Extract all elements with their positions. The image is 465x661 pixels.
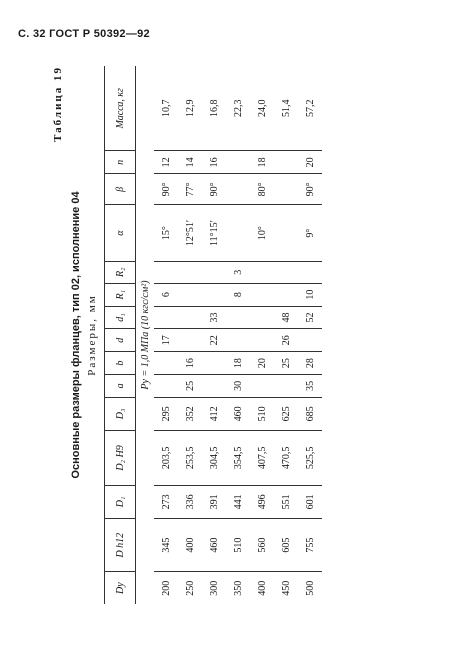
table-cell: 496 bbox=[250, 485, 274, 518]
table-cell: 11°15′ bbox=[202, 205, 226, 261]
table-frame bbox=[44, 60, 434, 610]
table-cell: 336 bbox=[178, 485, 202, 518]
table-cell: 3 bbox=[226, 261, 250, 283]
table-cell: 685 bbox=[298, 397, 322, 430]
table-cell bbox=[178, 261, 202, 283]
table-cell bbox=[178, 306, 202, 329]
table-cell bbox=[202, 374, 226, 397]
table-cell: 9° bbox=[298, 205, 322, 261]
column-header: d₁ bbox=[105, 306, 136, 329]
table-cell bbox=[298, 329, 322, 352]
table-cell: 20 bbox=[250, 352, 274, 375]
table-cell: 525,5 bbox=[298, 430, 322, 485]
table-cell bbox=[202, 352, 226, 375]
table-cell: 350 bbox=[226, 572, 250, 604]
table-cell: 400 bbox=[250, 572, 274, 604]
table-cell: 24,0 bbox=[256, 99, 268, 117]
column-header: D₃ bbox=[105, 397, 136, 430]
table-row bbox=[274, 66, 298, 604]
table-cell bbox=[274, 151, 298, 174]
table-cell: 400 bbox=[178, 518, 202, 571]
table-cell: 35 bbox=[298, 374, 322, 397]
table-cell bbox=[178, 283, 202, 306]
table-cell: 295 bbox=[154, 397, 178, 430]
table-row bbox=[178, 66, 202, 604]
page-header: С. 32 ГОСТ Р 50392—92 bbox=[18, 28, 150, 40]
table-cell bbox=[202, 261, 226, 283]
table-cell: 90° bbox=[202, 174, 226, 205]
column-header: D₂ H9 bbox=[105, 430, 136, 485]
table-cell: 203,5 bbox=[154, 430, 178, 485]
table-cell: 22,3 bbox=[232, 99, 244, 117]
table-subtitle: Размеры, мм bbox=[86, 294, 98, 376]
column-header: D h12 bbox=[105, 518, 136, 571]
table-cell bbox=[250, 283, 274, 306]
table-cell: 470,5 bbox=[274, 430, 298, 485]
table-cell: 560 bbox=[250, 518, 274, 571]
dimensions-table bbox=[104, 66, 322, 604]
table-cell: 510 bbox=[250, 397, 274, 430]
table-row bbox=[298, 66, 322, 604]
table-cell: 510 bbox=[226, 518, 250, 571]
table-cell: 601 bbox=[298, 485, 322, 518]
table-cell bbox=[274, 374, 298, 397]
table-cell bbox=[154, 352, 178, 375]
table-cell bbox=[202, 283, 226, 306]
table-cell bbox=[250, 329, 274, 352]
table-cell bbox=[298, 261, 322, 283]
column-header: Масса, кг bbox=[105, 66, 136, 151]
table-cell: 460 bbox=[202, 518, 226, 571]
table-cell: 6 bbox=[154, 283, 178, 306]
table-cell: 90° bbox=[298, 174, 322, 205]
table-cell: 304,5 bbox=[202, 430, 226, 485]
table-title: Основные размеры фланцев, тип 02, исполнение 04 bbox=[70, 191, 82, 479]
table-cell: 25 bbox=[178, 374, 202, 397]
column-header: α bbox=[105, 205, 136, 261]
column-header: R₂ bbox=[105, 261, 136, 283]
table-cell: 12,9 bbox=[184, 99, 196, 117]
table-cell bbox=[226, 306, 250, 329]
table-cell bbox=[226, 205, 250, 261]
table-header-row bbox=[105, 66, 136, 604]
table-cell: 8 bbox=[226, 283, 250, 306]
table-cell: 450 bbox=[274, 572, 298, 604]
table-cell: 15° bbox=[154, 205, 178, 261]
table-cell: 755 bbox=[298, 518, 322, 571]
table-cell: 51,4 bbox=[280, 99, 292, 117]
column-header: D₁ bbox=[105, 485, 136, 518]
table-cell bbox=[274, 261, 298, 283]
table-cell: 30 bbox=[226, 374, 250, 397]
table-row bbox=[202, 66, 226, 604]
table-cell: 10° bbox=[250, 205, 274, 261]
table-cell: 18 bbox=[226, 352, 250, 375]
table-cell bbox=[154, 261, 178, 283]
table-cell: 12 bbox=[154, 151, 178, 174]
column-header: β bbox=[105, 174, 136, 205]
table-cell bbox=[226, 151, 250, 174]
table-cell: 80° bbox=[250, 174, 274, 205]
table-cell: 25 bbox=[274, 352, 298, 375]
table-cell: 16 bbox=[178, 352, 202, 375]
table-cell bbox=[154, 306, 178, 329]
table-cell bbox=[250, 374, 274, 397]
table-row bbox=[226, 66, 250, 604]
table-cell: 352 bbox=[178, 397, 202, 430]
table-cell: 391 bbox=[202, 485, 226, 518]
table-cell: 10 bbox=[298, 283, 322, 306]
table-cell: 253,5 bbox=[178, 430, 202, 485]
table-cell: 250 bbox=[178, 572, 202, 604]
table-cell: 57,2 bbox=[304, 99, 316, 117]
table-cell: 22 bbox=[202, 329, 226, 352]
table-row bbox=[250, 66, 274, 604]
table-cell: 354,5 bbox=[226, 430, 250, 485]
table-cell: 12°51′ bbox=[178, 205, 202, 261]
table-cell: 16,8 bbox=[208, 99, 220, 117]
table-cell: 16 bbox=[202, 151, 226, 174]
column-header: d bbox=[105, 329, 136, 352]
table-cell: 300 bbox=[202, 572, 226, 604]
table-cell: 48 bbox=[274, 306, 298, 329]
table-cell: 52 bbox=[298, 306, 322, 329]
table-cell bbox=[274, 283, 298, 306]
pressure-row bbox=[136, 66, 155, 604]
table-cell bbox=[154, 374, 178, 397]
table-cell bbox=[178, 329, 202, 352]
table-cell: 14 bbox=[178, 151, 202, 174]
table-cell: 200 bbox=[154, 572, 178, 604]
table-cell: 90° bbox=[154, 174, 178, 205]
table-cell bbox=[274, 174, 298, 205]
table-cell: 407,5 bbox=[250, 430, 274, 485]
table-cell: 625 bbox=[274, 397, 298, 430]
table-cell bbox=[250, 261, 274, 283]
table-row bbox=[154, 66, 178, 604]
pressure-label: Pу = 1,0 МПа (10 кгс/см²) bbox=[139, 280, 151, 390]
table-cell: 273 bbox=[154, 485, 178, 518]
table-cell: 10,7 bbox=[160, 99, 172, 117]
table-cell bbox=[226, 329, 250, 352]
column-header: Dу bbox=[105, 572, 136, 604]
table-cell: 28 bbox=[298, 352, 322, 375]
column-header: n bbox=[105, 151, 136, 174]
column-header: b bbox=[105, 352, 136, 375]
column-header: R₁ bbox=[105, 283, 136, 306]
table-cell: 33 bbox=[202, 306, 226, 329]
table-cell: 441 bbox=[226, 485, 250, 518]
table-cell: 460 bbox=[226, 397, 250, 430]
table-cell bbox=[250, 306, 274, 329]
table-cell: 551 bbox=[274, 485, 298, 518]
table-cell: 20 bbox=[298, 151, 322, 174]
table-cell: 17 bbox=[154, 329, 178, 352]
table-cell: 26 bbox=[274, 329, 298, 352]
table-cell: 500 bbox=[298, 572, 322, 604]
table-cell: 412 bbox=[202, 397, 226, 430]
table-cell: 18 bbox=[250, 151, 274, 174]
column-header: a bbox=[105, 374, 136, 397]
table-label: Таблица 19 bbox=[52, 66, 64, 142]
table-cell: 605 bbox=[274, 518, 298, 571]
table-cell: 345 bbox=[154, 518, 178, 571]
table-cell bbox=[226, 174, 250, 205]
table-cell bbox=[274, 205, 298, 261]
table-cell: 77° bbox=[178, 174, 202, 205]
